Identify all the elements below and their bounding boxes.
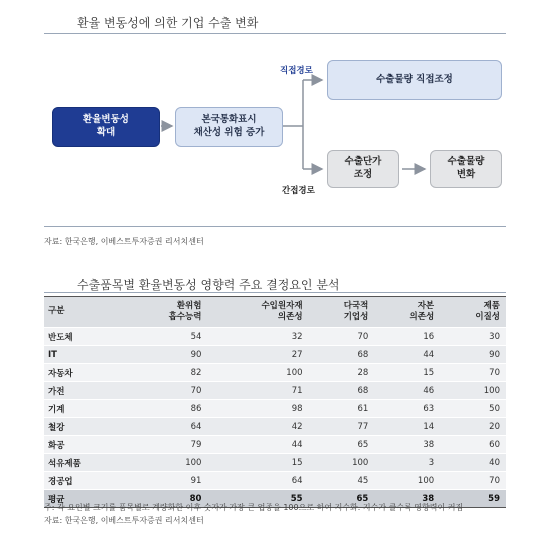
cell: 68 xyxy=(309,346,375,364)
figure-bottom-rule xyxy=(44,226,506,227)
row-label: 평균 xyxy=(44,490,124,508)
table-row xyxy=(44,364,506,382)
cell: 50 xyxy=(440,400,506,418)
col-header-capital-dependence: 자본 의존성 xyxy=(374,297,440,328)
cell: 38 xyxy=(374,490,440,508)
cell: 100 xyxy=(440,382,506,400)
cell: 79 xyxy=(124,436,207,454)
table-source: 자료: 한국은행, 이베스트투자증권 리서치센터 xyxy=(44,516,204,525)
cell: 65 xyxy=(309,436,375,454)
row-label: 자동차 xyxy=(44,364,124,382)
row-label: 석유제품 xyxy=(44,454,124,472)
cell: 45 xyxy=(309,472,375,490)
cell: 64 xyxy=(207,472,308,490)
cell: 100 xyxy=(124,454,207,472)
table-row xyxy=(44,436,506,454)
label-indirect-path: 간접경로 xyxy=(282,186,315,196)
table-title: 수출품목별 환율변동성 영향력 주요 결정요인 분석 xyxy=(77,278,340,292)
box-price-adjust xyxy=(327,150,399,188)
cell: 40 xyxy=(440,454,506,472)
cell: 63 xyxy=(374,400,440,418)
box-volume-change xyxy=(430,150,502,188)
figure-title: 환율 변동성에 의한 기업 수출 변화 xyxy=(77,16,259,30)
cell: 46 xyxy=(374,382,440,400)
cell: 100 xyxy=(207,364,308,382)
cell: 20 xyxy=(440,418,506,436)
table-header-row xyxy=(44,297,506,328)
cell: 70 xyxy=(124,382,207,400)
row-label: 반도체 xyxy=(44,328,124,346)
cell: 70 xyxy=(309,328,375,346)
cell: 32 xyxy=(207,328,308,346)
row-label: 철강 xyxy=(44,418,124,436)
table-note: 주: 각 요인별 크기를 품목별로 계량화한 이후 숫자가 가장 큰 업종을 100으로 하여 지수화. 지수가 클수록 영향력이 커짐 xyxy=(44,503,464,512)
box-volume-change-label: 수출물량 변화 xyxy=(447,156,485,180)
cell: 27 xyxy=(207,346,308,364)
cell: 15 xyxy=(374,364,440,382)
cell: 70 xyxy=(440,364,506,382)
label-direct-path: 직접경로 xyxy=(280,66,313,76)
cell: 28 xyxy=(309,364,375,382)
box-direct-result-label: 수출물량 직접조정 xyxy=(376,73,453,85)
cell: 55 xyxy=(207,490,308,508)
cell: 59 xyxy=(440,490,506,508)
col-header-fx-absorb: 환위험 흡수능력 xyxy=(124,297,207,328)
box-middle-label: 본국통화표시 채산성 위험 증가 xyxy=(193,114,265,138)
cell: 90 xyxy=(440,346,506,364)
cell: 60 xyxy=(440,436,506,454)
table-row xyxy=(44,472,506,490)
cell: 90 xyxy=(124,346,207,364)
col-header-multinational: 다국적 기업성 xyxy=(309,297,375,328)
cell: 42 xyxy=(207,418,308,436)
cell: 70 xyxy=(440,472,506,490)
box-direct-result xyxy=(327,60,502,100)
col-header-category: 구분 xyxy=(44,297,124,328)
table-row xyxy=(44,400,506,418)
table-row xyxy=(44,382,506,400)
cell: 71 xyxy=(207,382,308,400)
cell: 30 xyxy=(440,328,506,346)
box-middle xyxy=(175,107,283,147)
cell: 44 xyxy=(374,346,440,364)
cell: 100 xyxy=(309,454,375,472)
row-label: IT xyxy=(44,346,124,364)
cell: 77 xyxy=(309,418,375,436)
determinants-table xyxy=(44,296,506,508)
cell: 100 xyxy=(374,472,440,490)
table-row xyxy=(44,346,506,364)
cell: 98 xyxy=(207,400,308,418)
figure-source: 자료: 한국은행, 이베스트투자증권 리서치센터 xyxy=(44,237,204,246)
cell: 38 xyxy=(374,436,440,454)
cell: 64 xyxy=(124,418,207,436)
cell: 61 xyxy=(309,400,375,418)
cell: 54 xyxy=(124,328,207,346)
cell: 86 xyxy=(124,400,207,418)
cell: 44 xyxy=(207,436,308,454)
table-title-rule xyxy=(44,292,506,293)
cell: 15 xyxy=(207,454,308,472)
col-header-heterogeneity: 제품 이질성 xyxy=(440,297,506,328)
box-price-adjust-label: 수출단가 조정 xyxy=(344,156,382,180)
col-header-import-dependence: 수입원자재 의존성 xyxy=(207,297,308,328)
row-label: 경공업 xyxy=(44,472,124,490)
cell: 3 xyxy=(374,454,440,472)
cell: 91 xyxy=(124,472,207,490)
cell: 16 xyxy=(374,328,440,346)
cell: 80 xyxy=(124,490,207,508)
row-label: 가전 xyxy=(44,382,124,400)
table-row xyxy=(44,454,506,472)
table-row xyxy=(44,328,506,346)
cell: 68 xyxy=(309,382,375,400)
cell: 14 xyxy=(374,418,440,436)
box-start-label: 환율변동성 확대 xyxy=(83,114,129,138)
box-start xyxy=(52,107,160,147)
cell: 65 xyxy=(309,490,375,508)
table-row xyxy=(44,418,506,436)
row-label: 기계 xyxy=(44,400,124,418)
row-label: 화공 xyxy=(44,436,124,454)
cell: 82 xyxy=(124,364,207,382)
